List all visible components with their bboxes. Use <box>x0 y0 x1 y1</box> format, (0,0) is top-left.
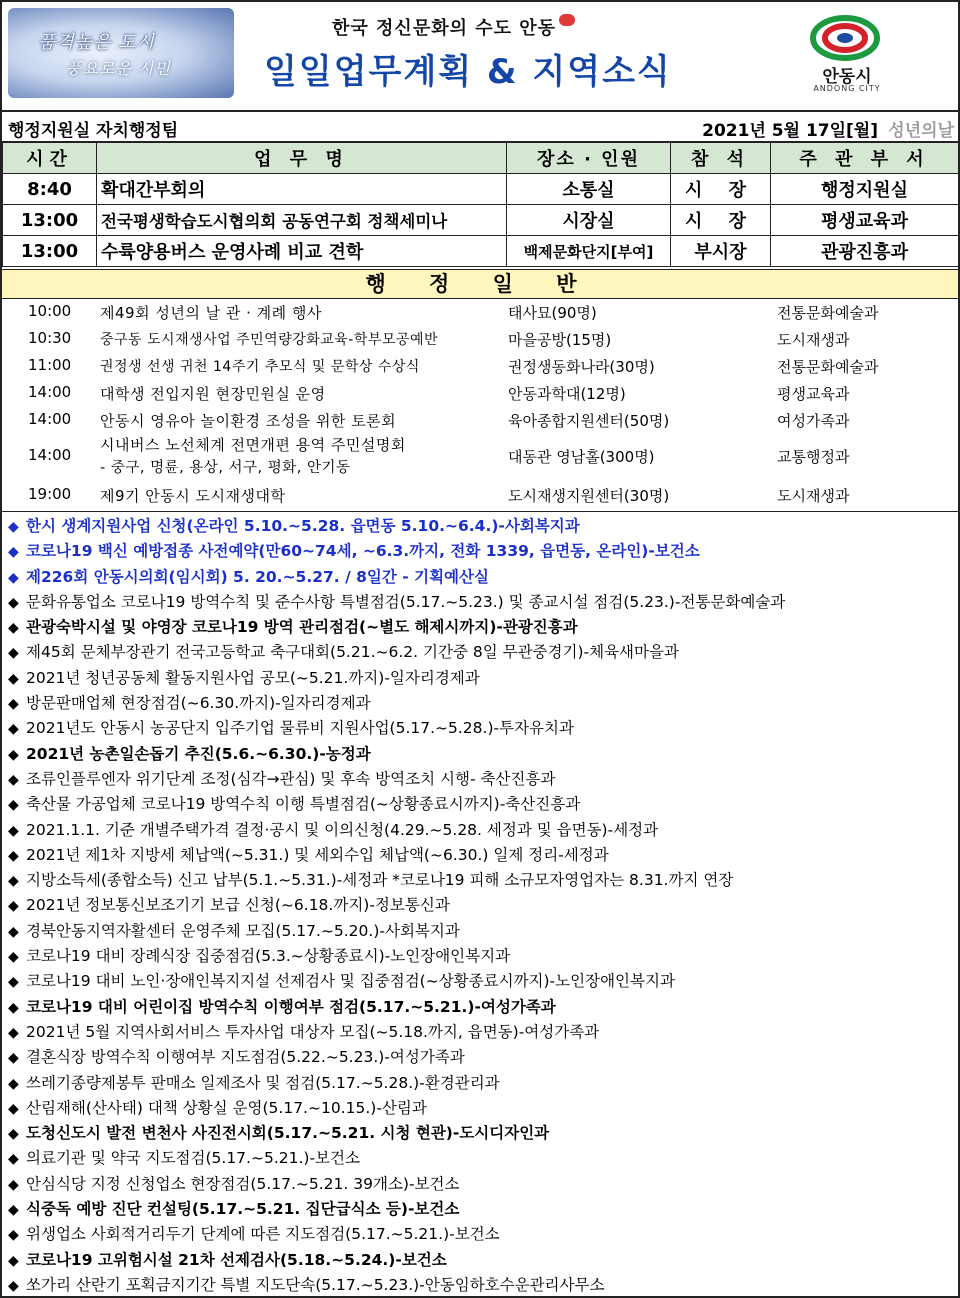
admin-dept: 전통문화예술과 <box>777 304 879 322</box>
notice-text: 2021년 농촌일손돕기 추진(5.6.~6.30.)-농정과 <box>26 744 371 763</box>
schedule-dept: 행정지원실 <box>771 174 959 205</box>
admin-time: 10:00 <box>28 302 72 320</box>
diamond-bullet-icon: ◆ <box>8 670 19 687</box>
admin-dept: 도시재생과 <box>777 331 850 349</box>
notice-text: 2021년 정보통신보조기기 보급 신청(~6.18.까지)-정보통신과 <box>26 896 450 915</box>
schedule-row <box>3 174 959 205</box>
admin-place: 대동관 영남홀(300명) <box>508 448 655 466</box>
notice-item <box>2 514 958 539</box>
admin-task: 안동시 영유아 놀이환경 조성을 위한 토론회 <box>100 412 397 430</box>
notice-list <box>2 514 958 1298</box>
notice-item <box>2 716 958 741</box>
notice-text: 식중독 예방 진단 컨설팅(5.17.~5.21. 집단급식소 등)-보건소 <box>26 1200 460 1219</box>
schedule-attendee: 시 장 <box>671 174 771 205</box>
banner-title: 일일업무계획 & 지역소식 <box>264 52 672 92</box>
notice-text: 코로나19 대비 노인·장애인복지지설 선제검사 및 집중점검(~상황종료시까지)-노인장애인복지과 <box>26 972 675 991</box>
diamond-bullet-icon: ◆ <box>8 1100 19 1117</box>
date-label: 2021년 5월 17일[월] <box>702 121 878 141</box>
notice-item <box>2 792 958 817</box>
notice-item <box>2 767 958 792</box>
notice-item <box>2 1121 958 1146</box>
notice-item <box>2 590 958 615</box>
schedule-attendee: 부시장 <box>671 236 771 267</box>
notice-text: 2021년 5월 지역사회서비스 투자사업 대상자 모집(~5.18.까지, 읍면동)-여성가족과 <box>26 1022 600 1041</box>
admin-task: 중구동 도시재생사업 주민역량강화교육-학부모공예반 <box>100 332 439 348</box>
notice-item <box>2 615 958 640</box>
diamond-bullet-icon: ◆ <box>8 1024 19 1041</box>
diamond-bullet-icon: ◆ <box>8 873 19 890</box>
admin-place: 안동과학대(12명) <box>508 385 626 403</box>
notice-text: 제226회 안동시의회(임시회) 5. 20.~5.27. / 8일간 - 기획예산실 <box>26 567 489 586</box>
notice-text: 관광숙박시설 및 야영장 코로나19 방역 관리점검(~별도 해제시까지)-관광진흥과 <box>26 618 578 637</box>
andong-city-logo-icon <box>810 14 880 62</box>
diamond-bullet-icon: ◆ <box>8 1202 19 1219</box>
notice-item <box>2 1045 958 1070</box>
diamond-bullet-icon: ◆ <box>8 974 19 991</box>
notice-item <box>2 818 958 843</box>
diamond-bullet-icon: ◆ <box>8 1075 19 1092</box>
schedule-place: 소통실 <box>507 174 671 205</box>
schedule-place: 시장실 <box>507 205 671 236</box>
banner-subtitle-text: 한국 정신문화의 수도 안동 <box>332 18 557 39</box>
notice-text: 결혼식장 방역수칙 이행여부 지도점검(5.22.~5.23.)-여성가족과 <box>26 1048 465 1067</box>
department-label: 행정지원실 자치행정팀 <box>8 121 179 141</box>
notice-text: 위생업소 사회적거리두기 단계에 따른 지도점검(5.17.~5.21.)-보건소 <box>26 1225 500 1244</box>
notice-item <box>2 919 958 944</box>
diamond-bullet-icon: ◆ <box>8 847 19 864</box>
diamond-bullet-icon: ◆ <box>8 696 19 713</box>
notice-text: 문화유통업소 코로나19 방역수칙 및 준수사항 특별점검(5.17.~5.23.) 및 종교시설 점검(5.23.)-전통문화예술과 <box>26 592 786 611</box>
notice-item <box>2 640 958 665</box>
slogan-box <box>8 8 234 98</box>
notice-text: 지방소득세(종합소득) 신고 납부(5.1.~5.31.)-세정과 *코로나19 피해 소규모자영업자는 8.31.까지 연장 <box>26 871 734 890</box>
header-banner <box>2 2 958 104</box>
notice-text: 쏘가리 산란기 포획금지기간 특별 지도단속(5.17.~5.23.)-안동임하호수운관리사무소 <box>26 1275 605 1294</box>
notice-item <box>2 742 958 767</box>
admin-dept: 여성가족과 <box>777 412 850 430</box>
info-row <box>2 112 958 142</box>
schedule-task: 수륙양용버스 운영사례 비교 견학 <box>97 236 507 267</box>
notice-item <box>2 944 958 969</box>
schedule-time: 13:00 <box>3 205 97 236</box>
diamond-bullet-icon: ◆ <box>8 1176 19 1193</box>
diamond-bullet-icon: ◆ <box>8 949 19 966</box>
notice-item <box>2 539 958 564</box>
notice-item <box>2 1273 958 1298</box>
notice-text: 코로나19 대비 어린이집 방역수칙 이행여부 점검(5.17.~5.21.)-여성가족과 <box>26 997 556 1016</box>
notice-text: 의료기관 및 약국 지도점검(5.17.~5.21.)-보건소 <box>26 1149 360 1168</box>
notice-text: 2021년 제1차 지방세 체납액(~5.31.) 및 세외수입 체납액(~6.30.) 일제 정리-세정과 <box>26 845 609 864</box>
diamond-bullet-icon: ◆ <box>8 721 19 738</box>
notice-item <box>2 843 958 868</box>
admin-dept: 교통행정과 <box>777 448 850 466</box>
notice-text: 방문판매업체 현장점검(~6.30.까지)-일자리경제과 <box>26 694 371 713</box>
diamond-bullet-icon: ◆ <box>8 898 19 915</box>
diamond-bullet-icon: ◆ <box>8 620 19 637</box>
notice-item <box>2 1020 958 1045</box>
notice-text: 한시 생계지원사업 신청(온라인 5.10.~5.28. 읍면동 5.10.~6.4.)-사회복지과 <box>26 517 580 535</box>
notice-text: 2021년 청년공동체 활동지원사업 공모(~5.21.까지)-일자리경제과 <box>26 668 480 687</box>
admin-task: 제9기 안동시 도시재생대학 <box>100 487 286 505</box>
notice-item <box>2 1222 958 1247</box>
schedule-time: 8:40 <box>3 174 97 205</box>
schedule-place: 백제문화단지[부여] <box>507 236 671 267</box>
banner-subtitle <box>332 14 575 40</box>
diamond-bullet-icon: ◆ <box>8 999 19 1016</box>
schedule-dept: 관광진흥과 <box>771 236 959 267</box>
notice-item <box>2 1096 958 1121</box>
notice-item <box>2 1146 958 1171</box>
schedule-task: 전국평생학습도시협의회 공동연구회 정책세미나 <box>97 205 507 236</box>
heart-icon <box>559 14 575 26</box>
admin-task: 권정생 선생 귀천 14주기 추모식 및 문학상 수상식 <box>100 359 420 375</box>
schedule-attendee: 시 장 <box>671 205 771 236</box>
logo-subtext: ANDONG CITY <box>813 84 881 93</box>
date-tag: 성년의날 <box>888 121 954 141</box>
header-task: 업 무 명 <box>97 143 507 174</box>
admin-row <box>2 434 958 478</box>
diamond-bullet-icon: ◆ <box>8 569 19 586</box>
diamond-bullet-icon: ◆ <box>8 797 19 814</box>
notice-item <box>2 995 958 1020</box>
notice-item <box>2 565 958 590</box>
notice-item <box>2 666 958 691</box>
diamond-bullet-icon: ◆ <box>8 771 19 788</box>
diamond-bullet-icon: ◆ <box>8 1227 19 1244</box>
diamond-bullet-icon: ◆ <box>8 594 19 611</box>
logo-name: 안동시 <box>822 67 872 87</box>
admin-time: 14:00 <box>28 410 72 428</box>
notice-item <box>2 868 958 893</box>
admin-task-detail: - 중구, 명륜, 용상, 서구, 평화, 안기동 <box>100 460 351 476</box>
diamond-bullet-icon: ◆ <box>8 822 19 839</box>
notice-item <box>2 969 958 994</box>
section-title: 행 정 일 반 <box>2 269 958 299</box>
notice-item <box>2 893 958 918</box>
admin-task: 대학생 전입지원 현장민원실 운영 <box>100 385 326 403</box>
admin-place: 권정생동화나라(30명) <box>508 358 655 376</box>
notice-text: 코로나19 대비 장례식장 집중점검(5.3.~상황종료시)-노인장애인복지과 <box>26 947 511 966</box>
schedule-dept: 평생교육과 <box>771 205 959 236</box>
admin-task: 시내버스 노선체계 전면개편 용역 주민설명회 <box>100 436 406 454</box>
admin-time: 14:00 <box>28 446 72 464</box>
admin-time: 14:00 <box>28 383 72 401</box>
diamond-bullet-icon: ◆ <box>8 519 19 535</box>
schedule-header-row <box>3 143 959 174</box>
diamond-bullet-icon: ◆ <box>8 1126 19 1143</box>
schedule-row <box>3 236 959 267</box>
diamond-bullet-icon: ◆ <box>8 544 19 561</box>
diamond-bullet-icon: ◆ <box>8 923 19 940</box>
header-time: 시간 <box>3 143 97 174</box>
notice-text: 안심식당 지정 신청업소 현장점검(5.17.~5.21. 39개소)-보건소 <box>26 1174 460 1193</box>
admin-place: 태사묘(90명) <box>508 304 597 322</box>
admin-place: 도시재생지원센터(30명) <box>508 487 670 505</box>
notice-item <box>2 1248 958 1273</box>
notice-item <box>2 1172 958 1197</box>
admin-dept: 전통문화예술과 <box>777 358 879 376</box>
admin-time: 19:00 <box>28 485 72 503</box>
notice-text: 도청신도시 발전 변천사 사진전시회(5.17.~5.21. 시청 현관)-도시디자인과 <box>26 1124 550 1143</box>
admin-time: 10:30 <box>28 329 72 347</box>
notice-text: 2021년도 안동시 농공단지 입주기업 물류비 지원사업(5.17.~5.28.)-투자유치과 <box>26 719 574 738</box>
diamond-bullet-icon: ◆ <box>8 645 19 662</box>
schedule-table <box>2 142 959 267</box>
notice-item <box>2 691 958 716</box>
diamond-bullet-icon: ◆ <box>8 1050 19 1067</box>
admin-place: 마을공방(15명) <box>508 331 612 349</box>
notice-text: 제45회 문체부장관기 전국고등학교 축구대회(5.21.~6.2. 기간중 8일 무관중경기)-체육새마을과 <box>26 643 679 662</box>
notice-text: 축산물 가공업체 코로나19 방역수칙 이행 특별점검(~상황종료시까지)-축산진흥과 <box>26 795 581 814</box>
notice-text: 경북안동지역자활센터 운영주체 모집(5.17.~5.20.)-사회복지과 <box>26 921 460 940</box>
slogan-line-2: 풍요로운 시민 <box>66 59 171 78</box>
header-dept: 주 관 부 서 <box>771 143 959 174</box>
slogan-line-1: 품격높은 도시 <box>38 32 156 53</box>
notice-text: 코로나19 백신 예방접종 사전예약(만60~74세, ~6.3.까지, 전화 1339, 읍면동, 온라인)-보건소 <box>26 542 700 561</box>
notice-text: 산림재해(산사태) 대책 상황실 운영(5.17.~10.15.)-산림과 <box>26 1098 427 1117</box>
header-place: 장소 · 인원 <box>507 143 671 174</box>
schedule-row <box>3 205 959 236</box>
notice-text: 조류인플루엔자 위기단계 조정(심각→관심) 및 후속 방역조치 시행- 축산진흥과 <box>26 769 556 788</box>
schedule-task: 확대간부회의 <box>97 174 507 205</box>
notice-item <box>2 1197 958 1222</box>
header-attendee: 참 석 <box>671 143 771 174</box>
notice-text: 코로나19 고위험시설 21차 선제검사(5.18.~5.24.)-보건소 <box>26 1250 447 1269</box>
admin-place: 육아종합지원센터(50명) <box>508 412 670 430</box>
notice-text: 쓰레기종량제봉투 판매소 일제조사 및 점검(5.17.~5.28.)-환경관리과 <box>26 1073 500 1092</box>
schedule-time: 13:00 <box>3 236 97 267</box>
admin-time: 11:00 <box>28 356 72 374</box>
diamond-bullet-icon: ◆ <box>8 1277 19 1294</box>
admin-dept: 평생교육과 <box>777 385 850 403</box>
notice-item <box>2 1071 958 1096</box>
header-divider <box>2 104 958 112</box>
diamond-bullet-icon: ◆ <box>8 746 19 763</box>
admin-task: 제49회 성년의 날 관 · 계례 행사 <box>100 304 322 322</box>
notice-text: 2021.1.1. 기준 개별주택가격 결정·공시 및 이의신청(4.29.~5.28. 세정과 및 읍면동)-세정과 <box>26 820 659 839</box>
admin-dept: 도시재생과 <box>777 487 850 505</box>
diamond-bullet-icon: ◆ <box>8 1151 19 1168</box>
diamond-bullet-icon: ◆ <box>8 1252 19 1269</box>
admin-list <box>2 300 958 512</box>
